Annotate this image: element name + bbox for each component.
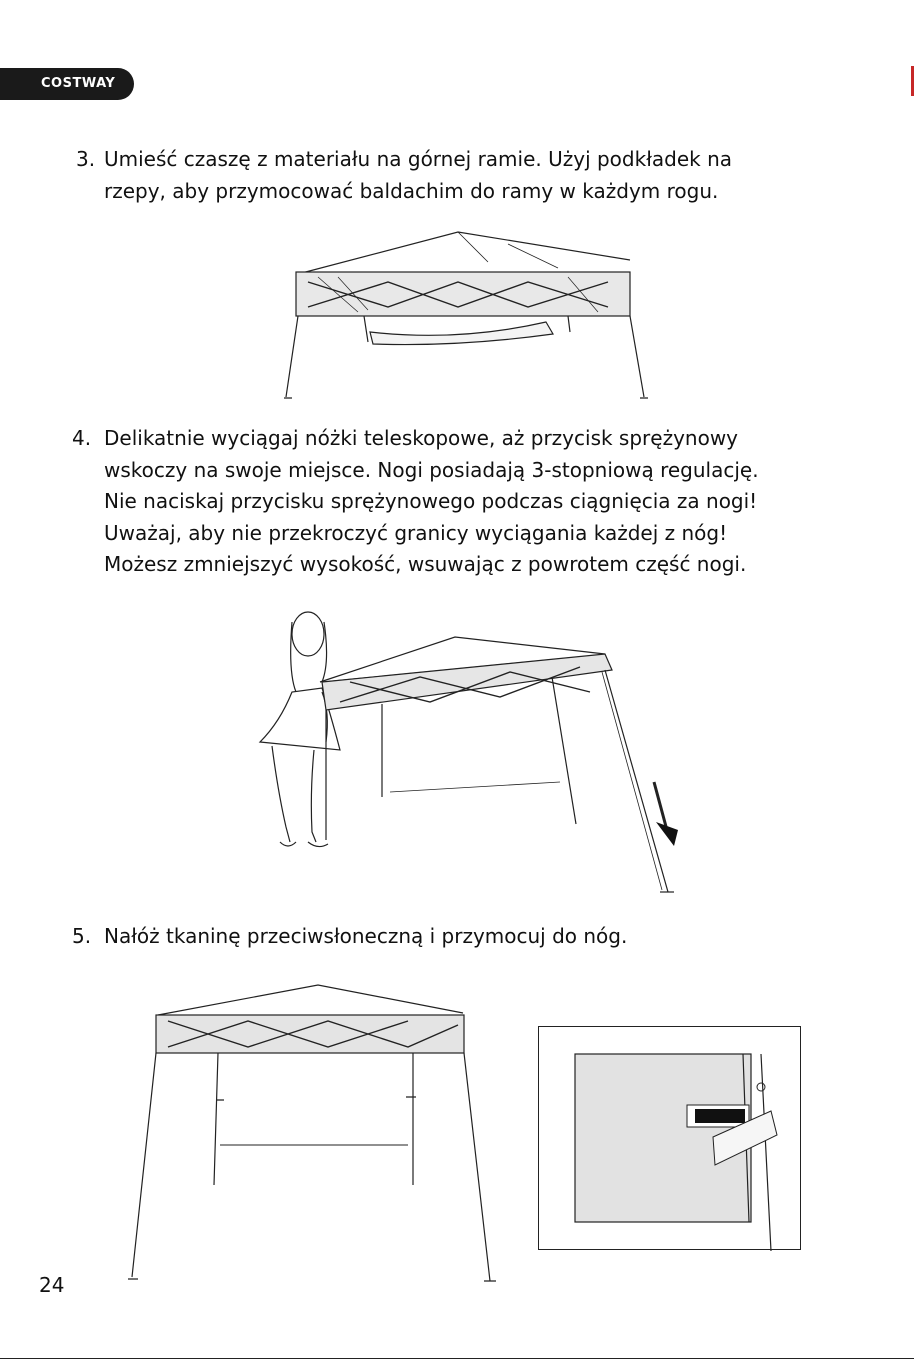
brand-logo: COSTWAY xyxy=(41,76,116,91)
step-text-line: Możesz zmniejszyć wysokość, wsuwając z powrotem część nogi. xyxy=(104,552,747,576)
bottom-rule xyxy=(0,1358,914,1359)
brand-tab xyxy=(0,68,134,100)
step-text-line: Nałóż tkaninę przeciwsłoneczną i przymocuj do nóg. xyxy=(104,924,628,948)
step-text-line: Delikatnie wyciągaj nóżki teleskopowe, aż przycisk sprężynowy xyxy=(104,426,739,450)
step-text-line: Umieść czaszę z materiału na górnej ramie. Użyj podkładek na xyxy=(104,147,733,171)
step-number: 4. xyxy=(72,426,92,450)
page-number: 24 xyxy=(39,1273,65,1297)
step-text-line: Nie naciskaj przycisku sprężynowego podczas ciągnięcia za nogi! xyxy=(104,489,758,513)
step-text-line: rzepy, aby przymocować baldachim do ramy w każdym rogu. xyxy=(104,178,719,203)
canopy-on-frame-illustration xyxy=(278,222,658,407)
step-number: 3. xyxy=(76,147,96,171)
step-text-line: Uważaj, aby nie przekroczyć granicy wyciągania każdej z nóg! xyxy=(104,520,728,545)
step-number: 5. xyxy=(72,924,92,948)
velcro-detail-inset xyxy=(538,1026,801,1250)
sun-wall-illustration xyxy=(128,985,498,1285)
step-text-line: wskoczy na swoje miejsce. Nogi posiadają 3-stopniową regulację. xyxy=(104,457,759,482)
extend-legs-illustration xyxy=(250,602,690,902)
velcro-strap-detail xyxy=(539,1027,802,1251)
